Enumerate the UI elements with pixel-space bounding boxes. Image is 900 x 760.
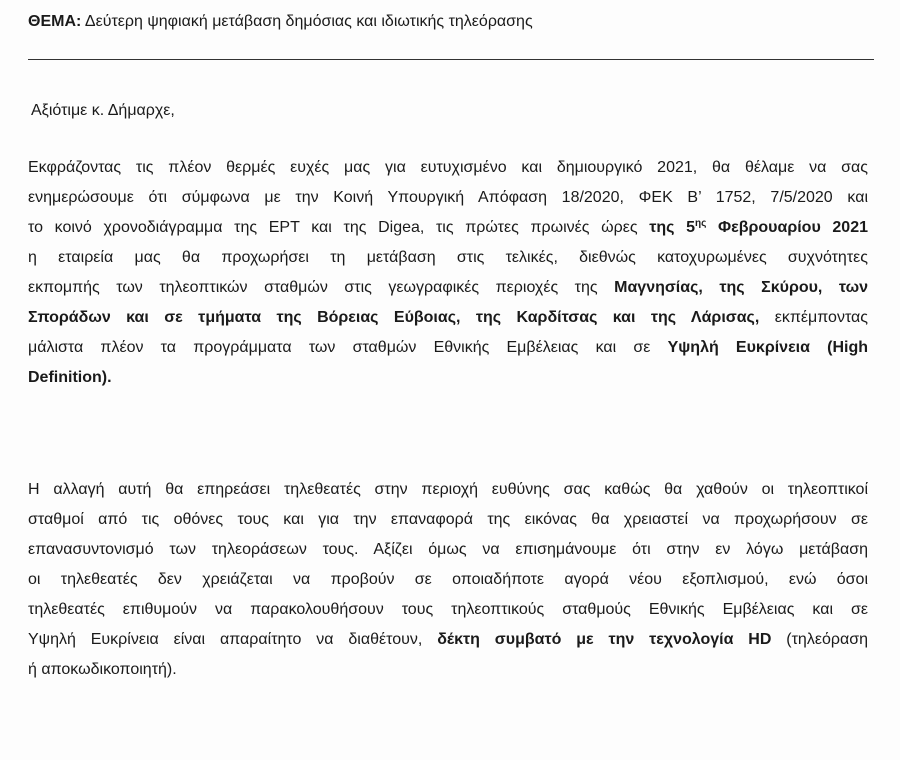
date-ordinal: ης (695, 218, 707, 229)
paragraph-1-line-4: η εταιρεία μας θα προχωρήσει τη μετάβαση στις τελικές, διεθνώς κατοχυρωμένες συχνότητες (28, 249, 868, 266)
paragraph-1-line-5-text: εκπομπής των τηλεοπτικών σταθμών στις γεωγραφικές περιοχές της (28, 279, 615, 296)
paragraph-1-line-2: ενημερώσουμε ότι σύμφωνα με την Κοινή Υπουργική Απόφαση 18/2020, ΦΕΚ Β’ 1752, 7/5/2020 και (28, 189, 868, 206)
paragraph-2-line-4: οι τηλεθεατές δεν χρειάζεται να προβούν σε οποιαδήποτε αγορά νέου εξοπλισμού, ενώ όσοι (28, 571, 868, 588)
date-highlight (649, 219, 868, 236)
paragraph-1 (28, 153, 868, 393)
paragraph-1-line-3-text: το κοινό χρονοδιάγραμμα της ΕΡΤ και της Digea, τις πρώτες πρωινές ώρες (28, 219, 650, 236)
paragraph-2-line-1: Η αλλαγή αυτή θα επηρεάσει τηλεθεατές στην περιοχή ευθύνης σας καθώς θα χαθούν οι τηλεοπτικοί (28, 481, 868, 498)
receiver-highlight: δέκτη συμβατό με την τεχνολογία HD (437, 631, 772, 648)
regions-highlight-a: Μαγνησίας, της Σκύρου, των (614, 279, 868, 296)
date-day: της 5 (649, 219, 696, 236)
hd-highlight-a: Υψηλή Ευκρίνεια (High (667, 339, 868, 356)
paragraph-2-line-2: σταθμοί από τις οθόνες τους και για την επαναφορά της εικόνας θα χρειαστεί να προχωρήσουν σε (28, 511, 868, 528)
hd-highlight-b: Definition). (28, 369, 112, 386)
paragraph-2-line-5: τηλεθεατές επιθυμούν να παρακολουθήσουν τους τηλεοπτικούς σταθμούς Εθνικής Εμβέλειας και σε (28, 601, 868, 618)
paragraph-2-line-7: ή αποκωδικοποιητή). (28, 661, 177, 678)
regions-highlight-b: Σποράδων και σε τμήματα της Βόρειας Εύβοιας, της Καρδίτσας και της Λάρισας, (28, 309, 760, 326)
subject-text: Δεύτερη ψηφιακή μετάβαση δημόσιας και ιδιωτικής τηλεόρασης (81, 13, 533, 30)
paragraph-1-line-7-text: μάλιστα πλέον τα προγράμματα των σταθμών Εθνικής Εμβέλειας και σε (28, 339, 668, 356)
paragraph-2-line-6-tail: (τηλεόραση (771, 631, 868, 648)
paragraph-1-line-6 (28, 303, 868, 333)
subject-label: ΘΕΜΑ: (28, 13, 82, 30)
paragraph-1-line-8 (28, 363, 868, 393)
paragraph-1-line-1: Εκφράζοντας τις πλέον θερμές ευχές μας για ευτυχισμένο και δημιουργικό 2021, θα θέλαμε να σας (28, 159, 868, 176)
paragraph-1-line-6-text: εκπέμποντας (759, 309, 869, 326)
greeting: Αξιότιμε κ. Δήμαρχε, (31, 102, 175, 119)
paragraph-1-line-5 (28, 273, 868, 303)
date-month-year: Φεβρουαρίου 2021 (706, 219, 869, 236)
header-divider (28, 59, 874, 60)
paragraph-2 (28, 475, 868, 685)
paragraph-1-line-7 (28, 333, 868, 363)
paragraph-2-line-6 (28, 625, 868, 655)
paragraph-1-line-3 (28, 213, 868, 243)
paragraph-2-line-3: επανασυντονισμό των τηλεοράσεων τους. Αξίζει όμως να επισημάνουμε ότι στην εν λόγω μετάβαση (28, 541, 868, 558)
subject-line (28, 12, 878, 32)
paragraph-2-line-6-text: Υψηλή Ευκρίνεια είναι απαραίτητο να διαθέτουν, (28, 631, 438, 648)
